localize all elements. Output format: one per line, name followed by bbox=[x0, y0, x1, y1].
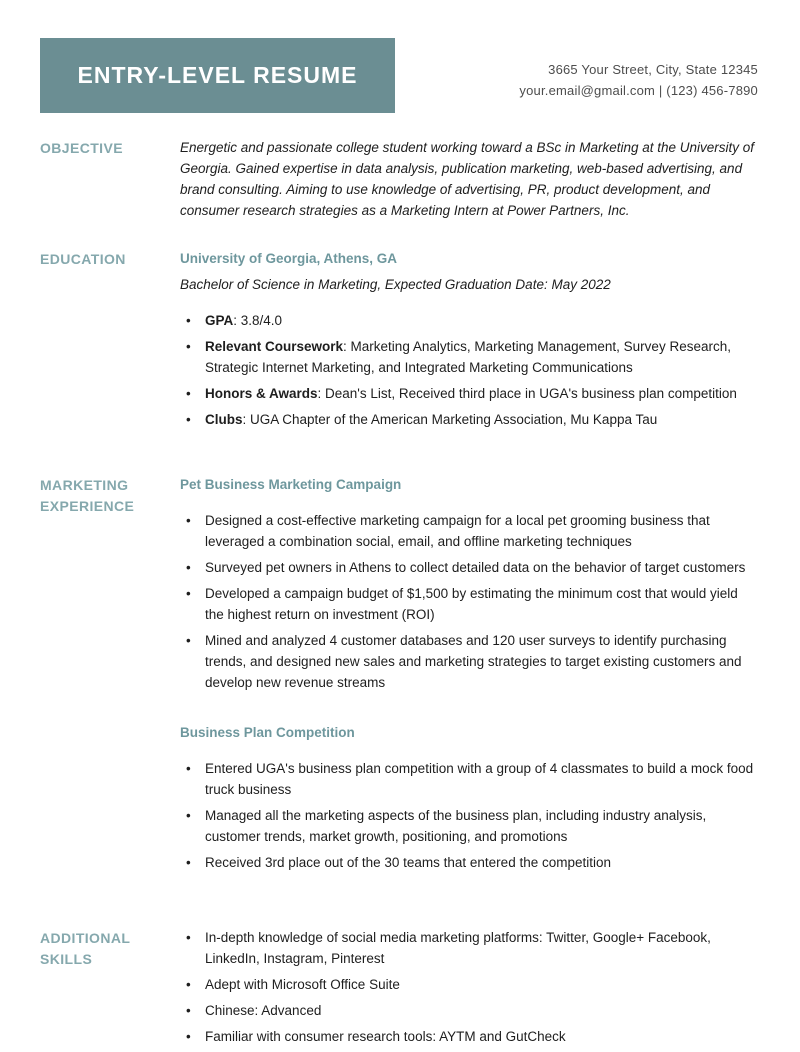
job-title: Business Plan Competition bbox=[180, 725, 355, 740]
experience-job-business-plan bbox=[180, 722, 758, 873]
list-item: • Chinese: Advanced bbox=[180, 1000, 758, 1021]
list-item bbox=[180, 336, 758, 378]
header bbox=[40, 38, 758, 113]
page-title: ENTRY-LEVEL RESUME bbox=[77, 62, 358, 88]
list-item: • Entered UGA's business plan competition with a group of 4 classmates to build a mock food truck business bbox=[180, 758, 758, 800]
bullet-text: : Dean's List, Received third place in UGA's business plan competition bbox=[317, 386, 737, 401]
list-item bbox=[180, 310, 758, 331]
section-education bbox=[40, 248, 758, 435]
list-item: • Received 3rd place out of the 30 teams that entered the competition bbox=[180, 852, 758, 873]
title-box bbox=[40, 38, 395, 113]
bullet-label: Relevant Coursework bbox=[205, 339, 344, 354]
section-objective bbox=[40, 137, 758, 221]
list-item: • Surveyed pet owners in Athens to collect detailed data on the behavior of target customers bbox=[180, 557, 758, 578]
contact-block bbox=[519, 59, 758, 101]
skills-bullet-list bbox=[180, 927, 758, 1047]
bullet-label: Honors & Awards bbox=[205, 386, 318, 401]
list-item: • Managed all the marketing aspects of the business plan, including industry analysis, customer trends, market growth, positioning, and promotions bbox=[180, 805, 758, 847]
job-bullet-list bbox=[180, 510, 758, 693]
list-item bbox=[180, 383, 758, 404]
objective-text: Energetic and passionate college student working toward a BSc in Marketing at the University of Georgia. Gained expertise in data analysis, publication marketing, web-based advertising, and brand consulting. Aiming to use knowledge of advertising, PR, product development, and consumer research strategies as a Marketing Intern at Power Partners, Inc. bbox=[180, 140, 755, 218]
section-label-additional-skills: ADDITIONAL SKILLS bbox=[40, 930, 131, 967]
section-additional-skills bbox=[40, 927, 758, 1052]
job-bullet-list bbox=[180, 758, 758, 873]
bullet-text: : 3.8/4.0 bbox=[233, 313, 283, 328]
job-title: Pet Business Marketing Campaign bbox=[180, 477, 402, 492]
bullet-label: Clubs bbox=[205, 412, 243, 427]
contact-email-phone: your.email@gmail.com | (123) 456-7890 bbox=[519, 83, 758, 98]
list-item: • Familiar with consumer research tools: AYTM and GutCheck bbox=[180, 1026, 758, 1047]
section-marketing-experience bbox=[40, 474, 758, 878]
list-item: • Adept with Microsoft Office Suite bbox=[180, 974, 758, 995]
list-item: • Designed a cost-effective marketing campaign for a local pet grooming business that leveraged a combination social, email, and offline marketing techniques bbox=[180, 510, 758, 552]
education-bullet-list bbox=[180, 310, 758, 430]
bullet-text: : Marketing Analytics, Marketing Management, Survey Research, Strategic Internet Marketing, and Integrated Marketing Communications bbox=[205, 339, 731, 375]
education-school: University of Georgia, Athens, GA bbox=[180, 251, 398, 266]
section-label-marketing-experience: MARKETING EXPERIENCE bbox=[40, 477, 135, 514]
experience-job-pet-business bbox=[180, 474, 758, 693]
section-label-education: EDUCATION bbox=[40, 251, 126, 267]
list-item: • Developed a campaign budget of $1,500 by estimating the minimum cost that would yield the highest return on investment (ROI) bbox=[180, 583, 758, 625]
list-item: • In-depth knowledge of social media marketing platforms: Twitter, Google+ Facebook, LinkedIn, Instagram, Pinterest bbox=[180, 927, 758, 969]
list-item: • Mined and analyzed 4 customer databases and 120 user surveys to identify purchasing trends, and designed new sales and marketing strategies to target existing customers and develop new revenue streams bbox=[180, 630, 758, 693]
education-degree: Bachelor of Science in Marketing, Expected Graduation Date: May 2022 bbox=[180, 277, 611, 292]
list-item bbox=[180, 409, 758, 430]
section-label-objective: OBJECTIVE bbox=[40, 140, 123, 156]
contact-address: 3665 Your Street, City, State 12345 bbox=[548, 62, 758, 77]
bullet-label: GPA bbox=[205, 313, 234, 328]
bullet-text: : UGA Chapter of the American Marketing Association, Mu Kappa Tau bbox=[242, 412, 658, 427]
